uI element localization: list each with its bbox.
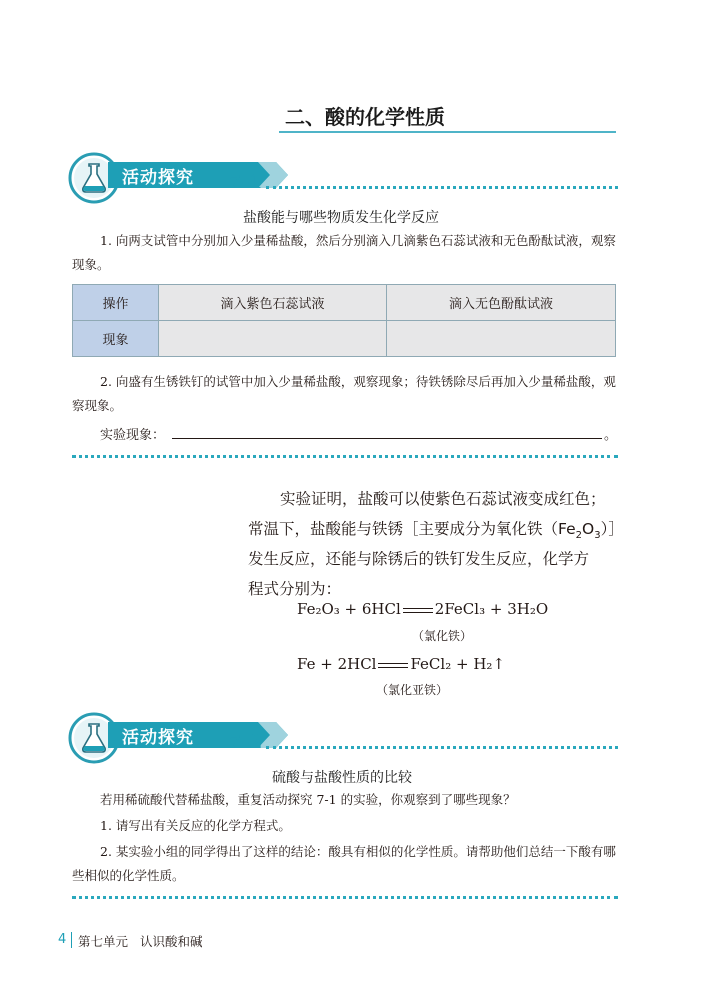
dotted-divider <box>72 455 618 458</box>
section-title-rule <box>279 131 616 133</box>
footer-unit: 第七单元 <box>78 934 129 949</box>
observation-blank-line[interactable] <box>172 438 602 439</box>
activity-number: 7-1 <box>228 171 263 193</box>
table-header-cell: 操作 <box>73 285 159 321</box>
equation-2-note: （氯化亚铁） <box>376 683 449 697</box>
page-number: 4 <box>58 932 67 947</box>
activity-subtitle: 盐酸能与哪些物质发生化学反应 <box>243 210 439 226</box>
body-line-4: 程式分别为： <box>248 580 342 598</box>
table-row <box>73 321 616 357</box>
step-1-text: 1. 向两支试管中分别加入少量稀盐酸，然后分别滴入几滴紫色石蕊试液和无色酚酞试液，观察现象。 <box>72 233 616 272</box>
equals-sign <box>378 663 408 668</box>
activity-number: 7-2 <box>228 731 263 753</box>
activity-2-intro: 若用稀硫酸代替稀盐酸，重复活动探究 7-1 的实验，你观察到了哪些现象？ <box>100 792 516 807</box>
activity-banner-7-1 <box>68 152 628 202</box>
dotted-divider <box>72 896 618 899</box>
activity-subtitle: 硫酸与盐酸性质的比较 <box>272 770 412 786</box>
equation-1-left: Fe₂O₃ + 6HCl <box>297 600 401 618</box>
table-header-cell: 滴入无色酚酞试液 <box>387 285 616 321</box>
step-2-text: 2. 向盛有生锈铁钉的试管中加入少量稀盐酸，观察现象；待铁锈除尽后再加入少量稀盐酸，观察现象。 <box>72 374 616 413</box>
activity-2-question-2: 2. 某实验小组的同学得出了这样的结论：酸具有相似的化学性质。请帮助他们总结一下酸有哪些相似的化学性质。 <box>72 844 616 883</box>
body-line-2-mid: O <box>581 520 595 538</box>
equation-2-right: FeCl₂ + H₂↑ <box>410 655 505 673</box>
dotted-rule <box>266 186 618 189</box>
footer-title: 认识酸和碱 <box>139 934 203 949</box>
footer-running-title <box>78 932 202 950</box>
section-title: 二、酸的化学性质 <box>285 105 445 129</box>
body-line-2-pre: 常温下，盐酸能与铁锈［主要成分为氧化铁（Fe <box>248 520 576 538</box>
activity-label: 活动探究 <box>122 728 194 748</box>
equation-1-right: 2FeCl₃ + 3H₂O <box>434 600 549 618</box>
table-cell-blank[interactable] <box>159 321 387 357</box>
equation-2-left: Fe + 2HCl <box>297 655 377 673</box>
activity-banner-7-2 <box>68 712 628 762</box>
observation-table <box>72 284 616 357</box>
observation-end: 。 <box>604 428 618 443</box>
body-line-2-post: ）］ <box>600 520 624 538</box>
table-row <box>73 285 616 321</box>
equation-1-note: （氯化铁） <box>412 629 473 643</box>
subscript: 3 <box>594 530 601 542</box>
subscript: 2 <box>575 530 582 542</box>
table-header-cell: 滴入紫色石蕊试液 <box>159 285 387 321</box>
table-cell-blank[interactable] <box>387 321 616 357</box>
observation-label: 实验现象： <box>100 428 166 443</box>
body-line-1: 实验证明，盐酸可以使紫色石蕊试液变成红色； <box>280 490 606 508</box>
equals-sign <box>403 608 433 613</box>
footer-divider <box>71 932 72 948</box>
dotted-rule <box>266 746 618 749</box>
equation-1 <box>297 600 548 618</box>
activity-label: 活动探究 <box>122 168 194 188</box>
equation-2 <box>297 655 505 673</box>
body-line-3: 发生反应，还能与除锈后的铁钉发生反应，化学方 <box>248 550 590 568</box>
activity-2-question-1: 1. 请写出有关反应的化学方程式。 <box>100 818 291 833</box>
table-row-label: 现象 <box>73 321 159 357</box>
